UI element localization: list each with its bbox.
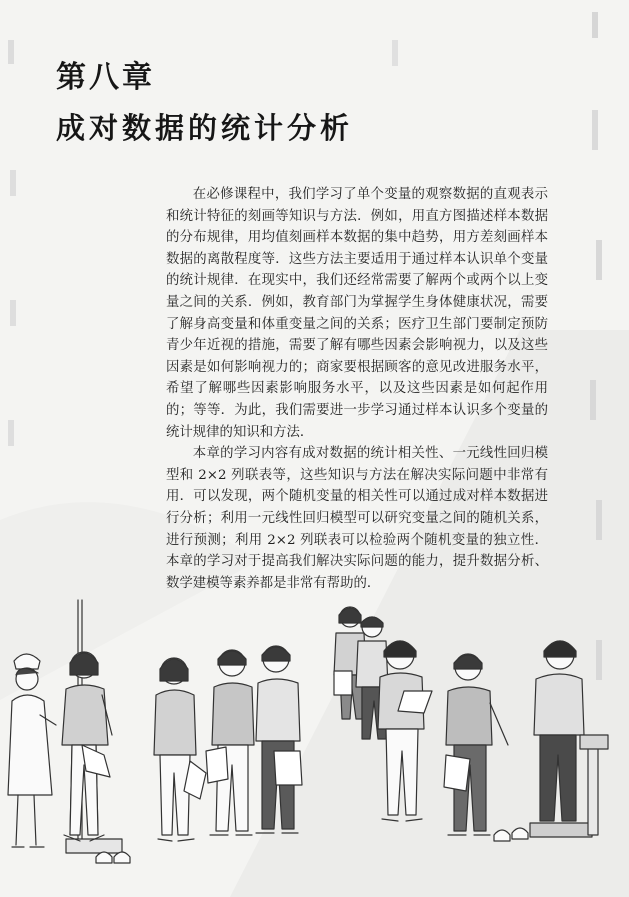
chapter-heading	[56, 58, 353, 148]
boy-figure-1	[206, 650, 254, 835]
girl-figure-2	[154, 658, 206, 841]
health-check-illustration	[0, 595, 629, 897]
boy-figure-2	[256, 646, 302, 833]
chapter-title: 成对数据的统计分析	[56, 111, 354, 145]
intro-paragraph-2: 本章的学习内容有成对数据的统计相关性、一元线性回归模型和 2×2 列联表等，这些知识与方法在解决实际问题中非常有用．可以发现，两个随机变量的相关性可以通过成对样本数据进行分析；利用一元线性回归模型可以研究变量之间的随机关系，进行预测；利用 2×2 列联表可以检验两个随机变量的独立性．本章的学习对于提高我们解决实际问题的能力，提升数据分析、数学建模等素养都是非常有帮助的．	[166, 446, 548, 591]
nurse-figure	[8, 654, 56, 847]
students-queue-drawing	[0, 595, 629, 897]
intro-paragraph-1: 在必修课程中，我们学习了单个变量的观察数据的直观表示和统计特征的刻画等知识与方法．例如，用直方图描述样本数据的分布规律，用均值刻画样本数据的集中趋势，用方差刻画样本数据的离散程度等．这些方法主要适用于通过样本认识单个变量的统计规律．在现实中，我们还经常需要了解两个或两个以上变量之间的关系．例如，教育部门为掌握学生身体健康状况，需要了解身高变量和体重变量之间的关系；医疗卫生部门要制定预防青少年近视的措施，需要了解有哪些因素会影响视力，以及这些因素是如何影响视力的；商家要根据顾客的意见改进服务水平，希望了解哪些因素影响服务水平，以及这些因素是如何起作用的；等等．为此，我们需要进一步学习通过样本认识多个变量的统计规律的知识和方法．	[166, 187, 548, 440]
girl-figure-1	[62, 652, 112, 841]
boy-figure-4	[444, 654, 508, 835]
chapter-introduction	[166, 184, 548, 594]
chapter-number: 第八章	[56, 60, 155, 95]
